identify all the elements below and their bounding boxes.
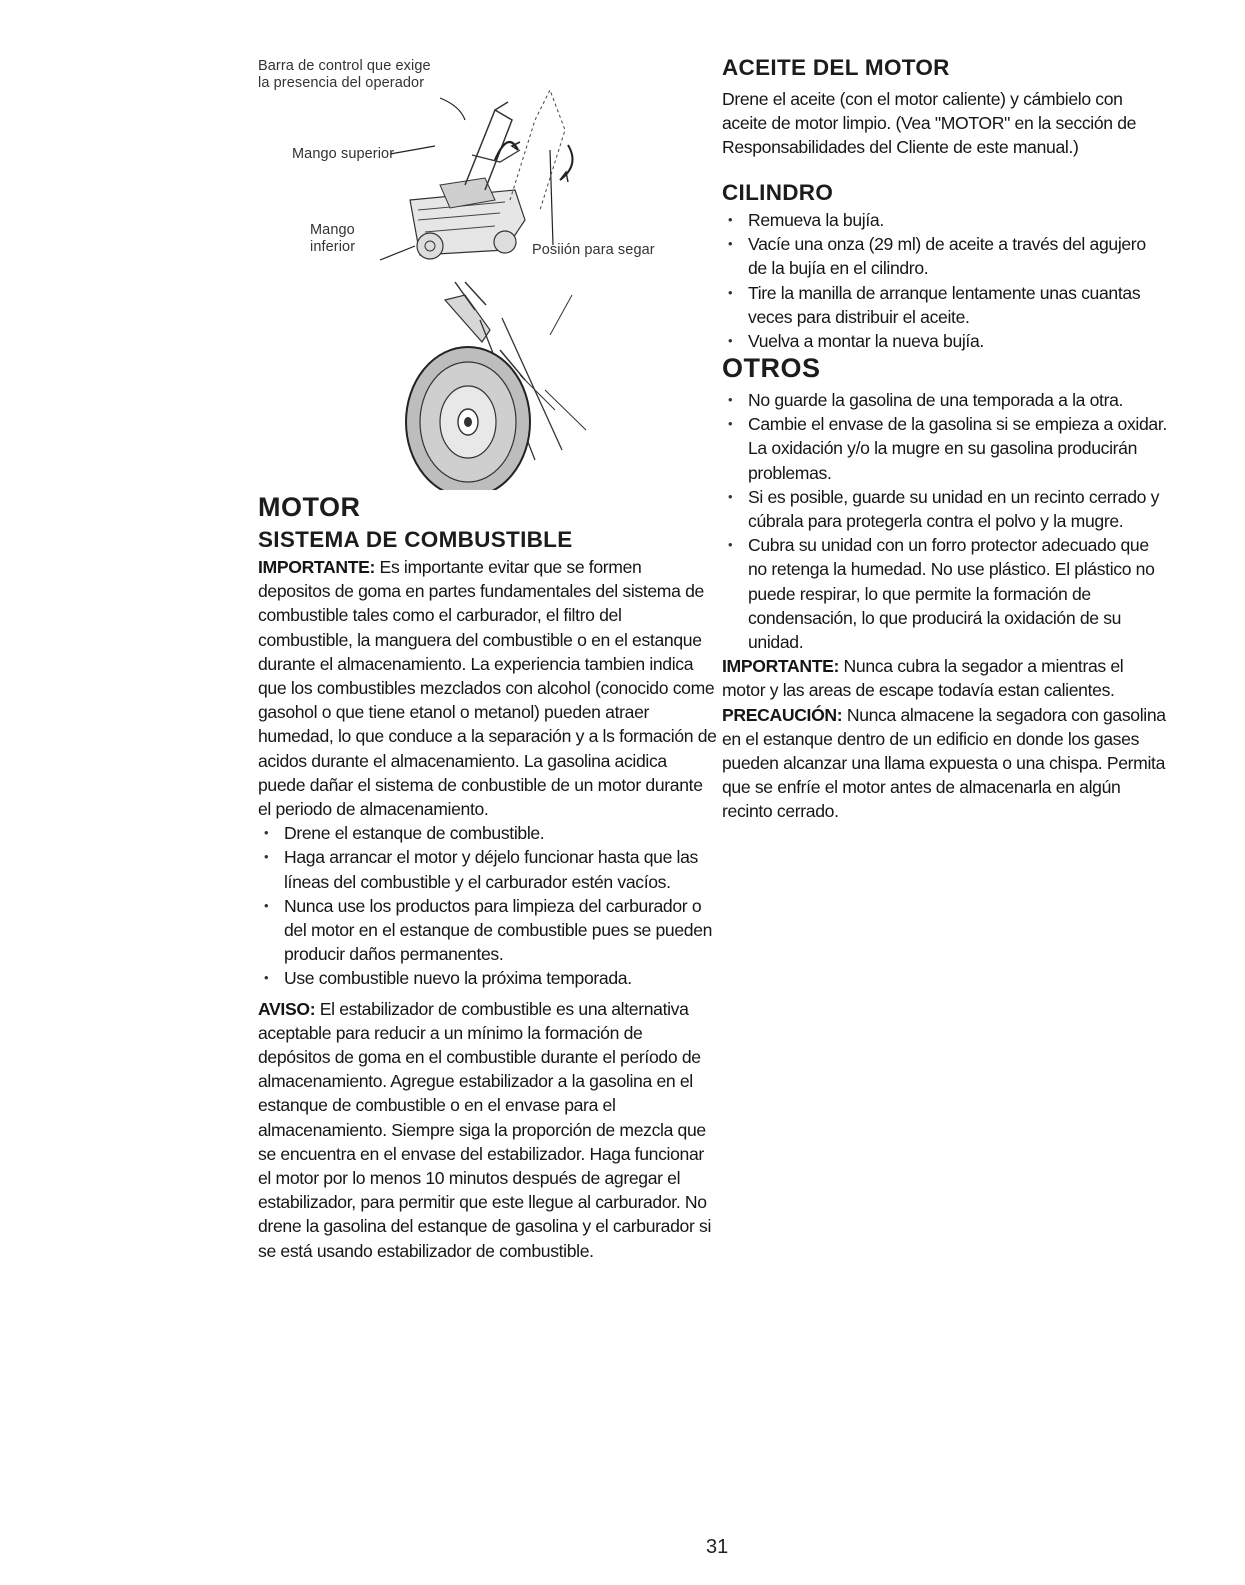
list-item: • Tire la manilla de arranque lentamente unas cuantas veces para distribuir el aceite. xyxy=(722,281,1167,329)
aviso-label: AVISO: xyxy=(258,998,316,1019)
precaucion-paragraph: PRECAUCIÓN: Nunca almacene la segadora con gasolina en el estanque dentro de un edificio en donde los gases pueden alcanzar una llama expuesta o una chispa. Permita que se enfríe el motor antes de almacenarla en algún recinto cerrado. xyxy=(722,704,1166,822)
fuel-section xyxy=(258,555,718,1263)
list-item: • Remueva la bujía. xyxy=(722,208,1167,232)
label-lower-handle: Mango inferior xyxy=(310,222,356,255)
list-item: • Si es posible, guarde su unidad en un recinto cerrado y cúbrala para protegerla contra el polvo y la mugre. xyxy=(722,485,1167,533)
list-item: • Cambie el envase de la gasolina si se empieza a oxidar. La oxidación y/o la mugre en su gasolina producirán problemas. xyxy=(722,412,1167,485)
list-item: • Vacíe una onza (29 ml) de aceite a través del agujero de la bujía en el cilindro. xyxy=(722,232,1167,280)
heading-motor: MOTOR xyxy=(258,492,361,522)
fuel-bullet-list xyxy=(258,821,718,990)
precaucion-label: PRECAUCIÓN: xyxy=(722,704,843,725)
label-mowing-position: Posiión para segar xyxy=(532,242,655,258)
importante-label-right: IMPORTANTE: xyxy=(722,656,840,677)
mower-drawing xyxy=(250,50,710,490)
list-item: • Vuelva a montar la nueva bujía. xyxy=(722,329,1167,353)
heading-other: OTROS xyxy=(722,353,821,383)
other-bullet-list xyxy=(722,388,1167,654)
label-control-bar: Barra de control que exige la presencia del operador xyxy=(258,58,431,91)
list-item: • Haga arrancar el motor y déjelo funcionar hasta que las líneas del combustible y el carburador estén vacíos. xyxy=(258,845,718,893)
list-item: • No guarde la gasolina de una temporada a la otra. xyxy=(722,388,1167,412)
list-item: • Use combustible nuevo la próxima temporada. xyxy=(258,966,718,990)
list-item: • Cubra su unidad con un forro protector adecuado que no retenga la humedad. No use plástico. El plástico no puede respirar, lo que permite la formación de condensación, lo que producirá la oxidación de su unidad. xyxy=(722,533,1167,654)
label-upper-handle: Mango superior xyxy=(292,146,395,162)
cylinder-bullet-list xyxy=(722,208,1167,353)
importante-paragraph-right: IMPORTANTE: Nunca cubra la segador a mientras el motor y las areas de escape todavía estan calientes. xyxy=(722,656,1124,701)
importante-label: IMPORTANTE: xyxy=(258,557,376,577)
oil-paragraph: Drene el aceite (con el motor caliente) y cámbielo con aceite de motor limpio. (Vea "MOTOR" en la sección de Responsabilidades del Cliente de este manual.) xyxy=(722,89,1137,158)
page-number: 31 xyxy=(706,1536,729,1558)
heading-engine-oil: ACEITE DEL MOTOR xyxy=(722,55,950,80)
mower-illustration xyxy=(250,50,710,490)
importante-paragraph: IMPORTANTE: Es importante evitar que se formen depositos de goma en partes fundamentales del sistema de combustible tales como el carburador, el filtro del combustible, la manguera del combustible o en el estanque durante el almacenamiento. La experiencia tambien indica que los combustibles mezclados con alcohol (conocido come gasohol o que tiene etanol o metanol) pueden atraer humedad, lo que conduce a la separación y a ls formación de acidos durante el almacenamiento. La gasolina acidica puede dañar el sistema de conbustible de un motor durante el periodo de almacenamiento. xyxy=(258,557,717,820)
aviso-paragraph: AVISO: El estabilizador de combustible es una alternativa aceptable para reducir a un mínimo la formación de depósitos de goma en el combustible durante el período de almacenamiento. Agregue estabilizador a la gasolina en el estanque de combustible o en el envase para el almacenamiento. Siempre siga la proporción de mezcla que se encuentra en el envase del estabilizador. Haga funcionar el motor por lo menos 10 minutos después de agregar el estabilizador, para permitir que este llegue al carburador. No drene la gasolina del estanque de gasolina y el carburador si se está usando estabilizador de combustible. xyxy=(258,998,712,1261)
other-section xyxy=(722,388,1167,824)
list-item: • Drene el estanque de combustible. xyxy=(258,821,718,845)
heading-fuel-system: SISTEMA DE COMBUSTIBLE xyxy=(258,527,573,552)
heading-cylinder: CILINDRO xyxy=(722,180,834,205)
list-item: • Nunca use los productos para limpieza del carburador o del motor en el estanque de combustible pues se pueden producir daños permanentes. xyxy=(258,894,718,967)
